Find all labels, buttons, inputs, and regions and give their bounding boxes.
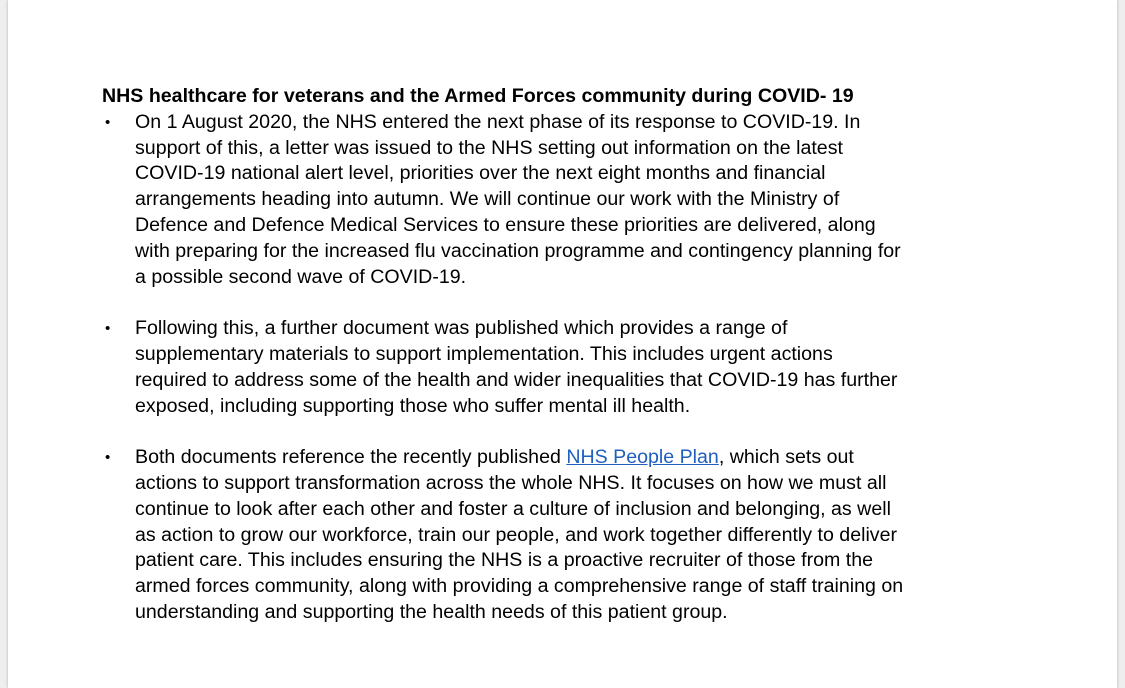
bullet-2-line-1: Following this, a further document was published which provides a range of xyxy=(135,317,788,340)
bullet-3-line-5: patient care. This includes ensuring the NHS is a proactive recruiter of those from the xyxy=(135,549,874,572)
bullet-3-line-2: actions to support transformation across the whole NHS. It focuses on how we must all xyxy=(135,471,887,494)
bullet-item-3 xyxy=(102,445,1032,626)
bullet-1-line-7: a possible second wave of COVID-19. xyxy=(135,265,467,288)
bullet-3-line-4: as action to grow our workforce, train our people, and work together differently to deliver xyxy=(135,523,898,546)
bullet-1-line-6: with preparing for the increased flu vaccination programme and contingency planning for xyxy=(135,239,901,262)
bullet-2-line-3: required to address some of the health and wider inequalities that COVID-19 has further xyxy=(135,368,898,391)
bullet-3-line-6: armed forces community, along with providing a comprehensive range of staff training on xyxy=(135,575,904,598)
bullet-1-line-2: support of this, a letter was issued to the NHS setting out information on the latest xyxy=(135,136,843,159)
bullet-3-text-after-link: , which sets out xyxy=(718,446,854,469)
bullet-list xyxy=(102,110,1032,626)
document-heading: NHS healthcare for veterans and the Armed Forces community during COVID- 19 xyxy=(102,85,854,107)
bullet-2-line-4: exposed, including supporting those who suffer mental ill health. xyxy=(135,394,691,417)
bullet-1-line-4: arrangements heading into autumn. We will continue our work with the Ministry of xyxy=(135,188,840,211)
document-content xyxy=(102,84,1032,652)
bullet-item-1 xyxy=(102,110,1032,291)
document-page xyxy=(8,0,1117,688)
bullet-icon: • xyxy=(105,113,111,131)
nhs-people-plan-link[interactable]: NHS People Plan xyxy=(566,446,719,469)
bullet-3-line-3: continue to look after each other and foster a culture of inclusion and belonging, as well xyxy=(135,497,891,520)
bullet-3-line-7: understanding and supporting the health needs of this patient group. xyxy=(135,600,728,623)
bullet-3-text-before-link: Both documents reference the recently published xyxy=(135,446,567,469)
bullet-item-2 xyxy=(102,316,1032,419)
bullet-icon: • xyxy=(105,320,111,338)
bullet-icon: • xyxy=(105,449,111,467)
bullet-1-line-5: Defence and Defence Medical Services to ensure these priorities are delivered, along xyxy=(135,213,876,236)
bullet-3-line-1 xyxy=(135,445,1032,471)
bullet-1-line-3: COVID-19 national alert level, priorities over the next eight months and financial xyxy=(135,162,826,185)
bullet-2-line-2: supplementary materials to support implementation. This includes urgent actions xyxy=(135,342,833,365)
bullet-1-line-1: On 1 August 2020, the NHS entered the next phase of its response to COVID-19. In xyxy=(135,110,861,133)
